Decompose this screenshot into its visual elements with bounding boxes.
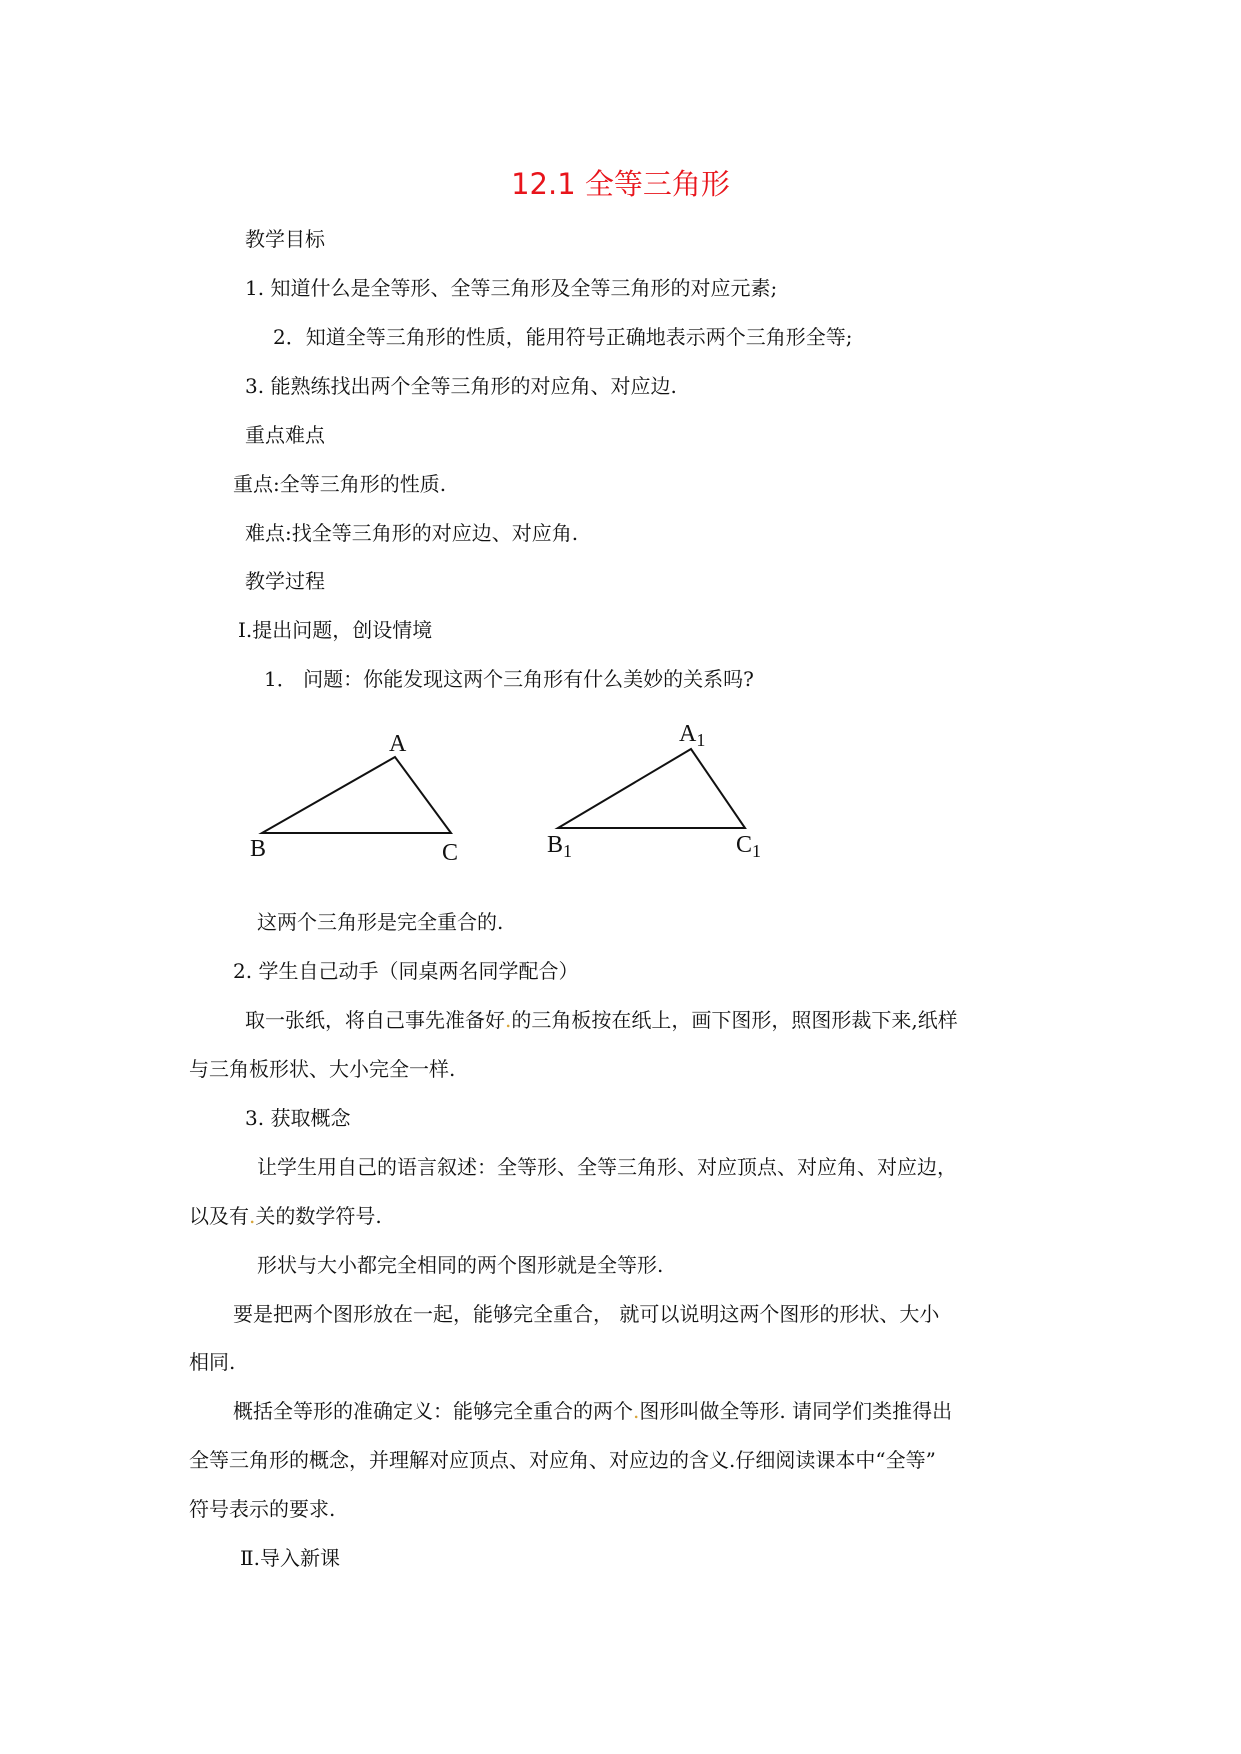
vertex-label-a: A <box>389 731 407 757</box>
vertex-label-b: B <box>250 836 267 862</box>
question-3: 3. 获取概念 <box>245 1106 351 1130</box>
paragraph-line: 与三角板形状、大小完全一样. <box>189 1057 456 1081</box>
vertex-label-c1: $C_1$ <box>736 832 762 861</box>
mark-dot: . <box>249 1204 256 1228</box>
answer-text: 这两个三角形是完全重合的. <box>257 910 504 934</box>
difficult-point: 难点:找全等三角形的对应边、对应角. <box>245 521 579 545</box>
objective-item: 2．知道全等三角形的性质，能用符号正确地表示两个三角形全等; <box>273 325 853 349</box>
paragraph-line: 符号表示的要求. <box>189 1497 336 1521</box>
section-heading: Ⅰ.提出问题，创设情境 <box>238 618 433 642</box>
paragraph-line: 让学生用自己的语言叙述：全等形、全等三角形、对应顶点、对应角、对应边， <box>257 1155 957 1179</box>
paragraph-line: 要是把两个图形放在一起，能够完全重合， 就可以说明这两个图形的形状、大小 <box>233 1302 940 1326</box>
text-span: 的三角板按在纸上，画下图形，照图形裁下来,纸样 <box>511 1008 958 1032</box>
vertex-label-c: C <box>442 840 459 866</box>
key-point: 重点:全等三角形的性质. <box>233 472 447 496</box>
objectives-heading: 教学目标 <box>245 227 325 251</box>
vertex-label-a1: $A_1$ <box>679 721 706 750</box>
triangle-a1b1c1 <box>558 749 745 828</box>
mark-dot: . <box>505 1008 512 1032</box>
question-1: 1． 问题：你能发现这两个三角形有什么美妙的关系吗? <box>264 667 754 691</box>
vertex-label-b1: $B_1$ <box>547 832 573 861</box>
objective-item: 1. 知道什么是全等形、全等三角形及全等三角形的对应元素; <box>245 276 778 300</box>
text-span: 以及有 <box>189 1204 249 1228</box>
text-span: 概括全等形的准确定义：能够完全重合的两个 <box>233 1399 633 1423</box>
paragraph-line <box>189 1204 382 1228</box>
text-span: 关的数学符号. <box>255 1204 382 1228</box>
paragraph-line <box>233 1399 952 1423</box>
triangle-abc <box>262 757 451 833</box>
objective-item: 3. 能熟练找出两个全等三角形的对应角、对应边. <box>245 374 677 398</box>
congruent-triangles-figure <box>240 715 800 870</box>
process-heading: 教学过程 <box>245 569 325 593</box>
text-span: 取一张纸，将自己事先准备好 <box>245 1008 505 1032</box>
section-heading: Ⅱ.导入新课 <box>240 1546 340 1570</box>
text-span: 图形叫做全等形. 请同学们类推得出 <box>639 1399 953 1423</box>
paragraph-line <box>245 1008 958 1032</box>
paragraph-line: 形状与大小都完全相同的两个图形就是全等形. <box>257 1253 664 1277</box>
paragraph-line: 全等三角形的概念，并理解对应顶点、对应角、对应边的含义.仔细阅读课本中“全等” <box>189 1448 936 1472</box>
question-2: 2. 学生自己动手（同桌两名同学配合） <box>233 959 579 983</box>
mark-dot: . <box>633 1399 640 1423</box>
document-title: 12.1 全等三角形 <box>511 167 730 201</box>
key-points-heading: 重点难点 <box>245 423 325 447</box>
paragraph-line: 相同. <box>189 1350 236 1374</box>
